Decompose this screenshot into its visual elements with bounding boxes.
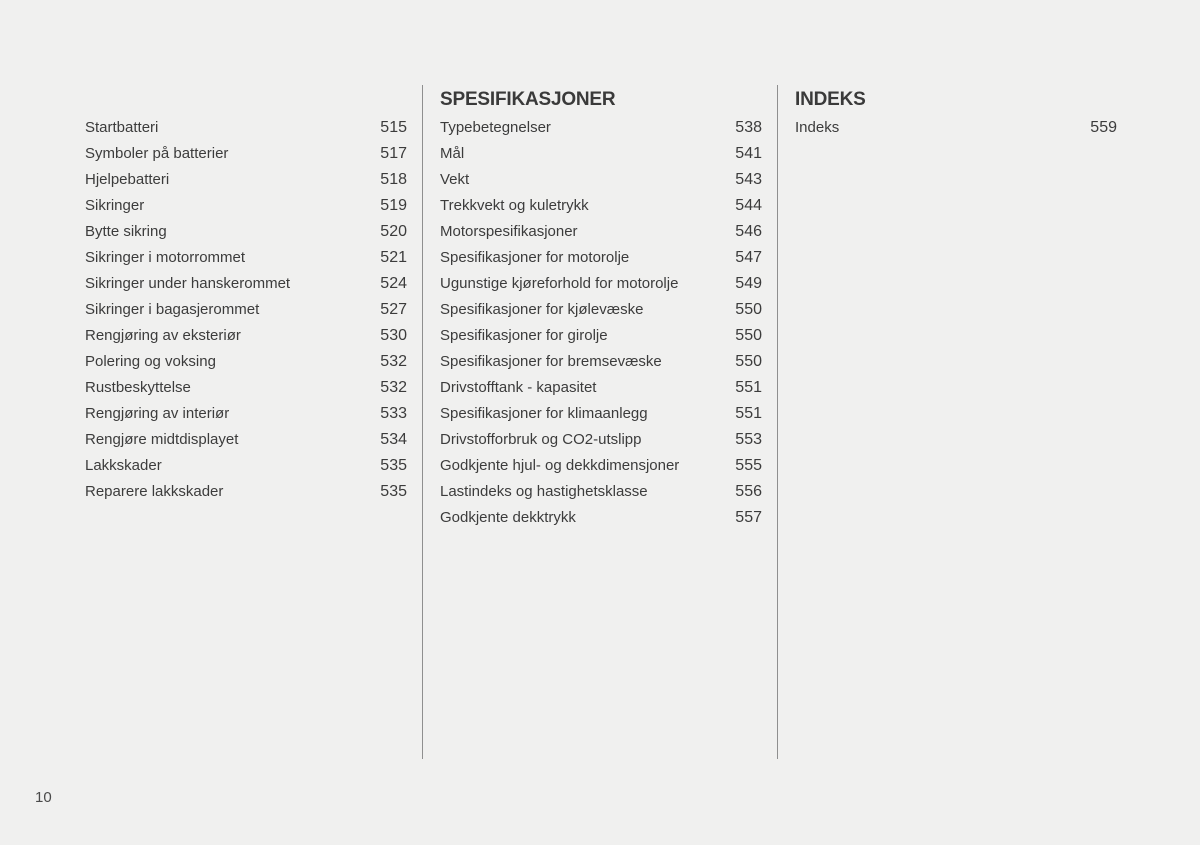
toc-entry-page-number: 556 (735, 483, 762, 500)
toc-entry-title: Rustbeskyttelse (85, 379, 191, 396)
heading-spacer (85, 85, 407, 115)
toc-entry-page-number: 519 (380, 197, 407, 214)
toc-entry-title: Hjelpebatteri (85, 171, 170, 188)
toc-entry-page-number: 534 (380, 431, 407, 448)
toc-entry-title: Spesifikasjoner for klimaanlegg (440, 405, 648, 422)
toc-entry-title: Ugunstige kjøreforhold for motorolje (440, 275, 679, 292)
toc-entry-title: Spesifikasjoner for girolje (440, 327, 608, 344)
toc-entry[interactable] (85, 453, 407, 479)
toc-entry-title: Startbatteri (85, 119, 159, 136)
column-divider-right (777, 85, 778, 759)
toc-entry[interactable] (85, 167, 407, 193)
toc-entry-page-number: 546 (735, 223, 762, 240)
toc-entry[interactable] (440, 167, 762, 193)
toc-entry-title: Drivstofftank - kapasitet (440, 379, 597, 396)
toc-entry-title: Vekt (440, 171, 470, 188)
toc-entry[interactable] (440, 219, 762, 245)
toc-entry-title: Reparere lakkskader (85, 483, 224, 500)
toc-entry[interactable] (85, 245, 407, 271)
toc-entry-page-number: 550 (735, 353, 762, 370)
toc-entry-page-number: 524 (380, 275, 407, 292)
toc-entry-title: Trekkvekt og kuletrykk (440, 197, 589, 214)
toc-entry[interactable] (85, 115, 407, 141)
toc-column-3 (795, 85, 1117, 141)
toc-entry-page-number: 532 (380, 379, 407, 396)
column-divider-left (422, 85, 423, 759)
toc-entry-title: Spesifikasjoner for motorolje (440, 249, 630, 266)
section-heading-indeks: INDEKS (795, 89, 866, 110)
toc-entry[interactable] (85, 479, 407, 505)
toc-entry-page-number: 544 (735, 197, 762, 214)
toc-entry-page-number: 533 (380, 405, 407, 422)
toc-entry-title: Polering og voksing (85, 353, 216, 370)
toc-entry[interactable] (440, 349, 762, 375)
toc-entry-page-number: 559 (1090, 119, 1117, 136)
toc-entry[interactable] (440, 271, 762, 297)
toc-entry-page-number: 521 (380, 249, 407, 266)
toc-entry[interactable] (85, 271, 407, 297)
toc-entry[interactable] (440, 375, 762, 401)
toc-entry-title: Typebetegnelser (440, 119, 551, 136)
toc-entry-title: Rengjøre midtdisplayet (85, 431, 239, 448)
toc-entry-title: Rengjøring av interiør (85, 405, 230, 422)
toc-entry-page-number: 550 (735, 301, 762, 318)
toc-column-2 (440, 85, 762, 531)
toc-entry-title: Bytte sikring (85, 223, 167, 240)
toc-entry[interactable] (440, 141, 762, 167)
toc-entry[interactable] (440, 427, 762, 453)
toc-entry[interactable] (85, 349, 407, 375)
toc-entry[interactable] (440, 479, 762, 505)
toc-entry[interactable] (85, 401, 407, 427)
toc-entry-title: Spesifikasjoner for kjølevæske (440, 301, 644, 318)
toc-entry-title: Sikringer i motorrommet (85, 249, 246, 266)
toc-entry-page-number: 520 (380, 223, 407, 240)
toc-entry[interactable] (440, 453, 762, 479)
toc-entry-title: Spesifikasjoner for bremsevæske (440, 353, 662, 370)
toc-entry[interactable] (85, 141, 407, 167)
toc-entry-page-number: 538 (735, 119, 762, 136)
toc-entry-page-number: 527 (380, 301, 407, 318)
toc-entry-page-number: 518 (380, 171, 407, 188)
toc-entry-title: Lastindeks og hastighetsklasse (440, 483, 648, 500)
toc-entry-title: Symboler på batterier (85, 145, 229, 162)
toc-entry-page-number: 515 (380, 119, 407, 136)
toc-entry[interactable] (85, 297, 407, 323)
toc-entry-page-number: 530 (380, 327, 407, 344)
toc-entry-title: Rengjøring av eksteriør (85, 327, 241, 344)
toc-entry[interactable] (440, 323, 762, 349)
toc-entry[interactable] (795, 115, 1117, 141)
toc-entry-page-number: 541 (735, 145, 762, 162)
toc-entry-page-number: 535 (380, 483, 407, 500)
toc-entry-title: Sikringer under hanskerommet (85, 275, 291, 292)
toc-entry-page-number: 557 (735, 509, 762, 526)
toc-entry[interactable] (440, 193, 762, 219)
toc-entry-page-number: 532 (380, 353, 407, 370)
toc-entry-page-number: 549 (735, 275, 762, 292)
toc-entry[interactable] (85, 193, 407, 219)
toc-entry-title: Sikringer (85, 197, 145, 214)
page-number: 10 (35, 789, 52, 806)
toc-entry[interactable] (85, 375, 407, 401)
toc-entry-title: Godkjente dekktrykk (440, 509, 576, 526)
toc-entry[interactable] (440, 401, 762, 427)
toc-entry-title: Motorspesifikasjoner (440, 223, 578, 240)
toc-entry-page-number: 543 (735, 171, 762, 188)
toc-entry-page-number: 535 (380, 457, 407, 474)
toc-entry[interactable] (440, 505, 762, 531)
toc-entry-list (85, 115, 407, 505)
toc-entry[interactable] (85, 427, 407, 453)
toc-entry-title: Drivstofforbruk og CO2-utslipp (440, 431, 642, 448)
toc-entry-page-number: 555 (735, 457, 762, 474)
toc-entry-title: Indeks (795, 119, 840, 136)
toc-entry[interactable] (85, 323, 407, 349)
toc-entry-page-number: 550 (735, 327, 762, 344)
toc-entry-page-number: 553 (735, 431, 762, 448)
toc-entry[interactable] (85, 219, 407, 245)
toc-entry-page-number: 517 (380, 145, 407, 162)
toc-entry-title: Mål (440, 145, 465, 162)
section-heading-spesifikasjoner: SPESIFIKASJONER (440, 89, 616, 110)
toc-entry-page-number: 551 (735, 405, 762, 422)
toc-entry[interactable] (440, 245, 762, 271)
toc-entry-list (795, 115, 1117, 141)
toc-entry[interactable] (440, 115, 762, 141)
toc-entry[interactable] (440, 297, 762, 323)
toc-entry-page-number: 547 (735, 249, 762, 266)
toc-column-1 (85, 85, 407, 505)
toc-entry-title: Sikringer i bagasjerommet (85, 301, 260, 318)
toc-entry-title: Lakkskader (85, 457, 162, 474)
toc-entry-title: Godkjente hjul- og dekkdimensjoner (440, 457, 680, 474)
toc-entry-list (440, 115, 762, 531)
toc-entry-page-number: 551 (735, 379, 762, 396)
